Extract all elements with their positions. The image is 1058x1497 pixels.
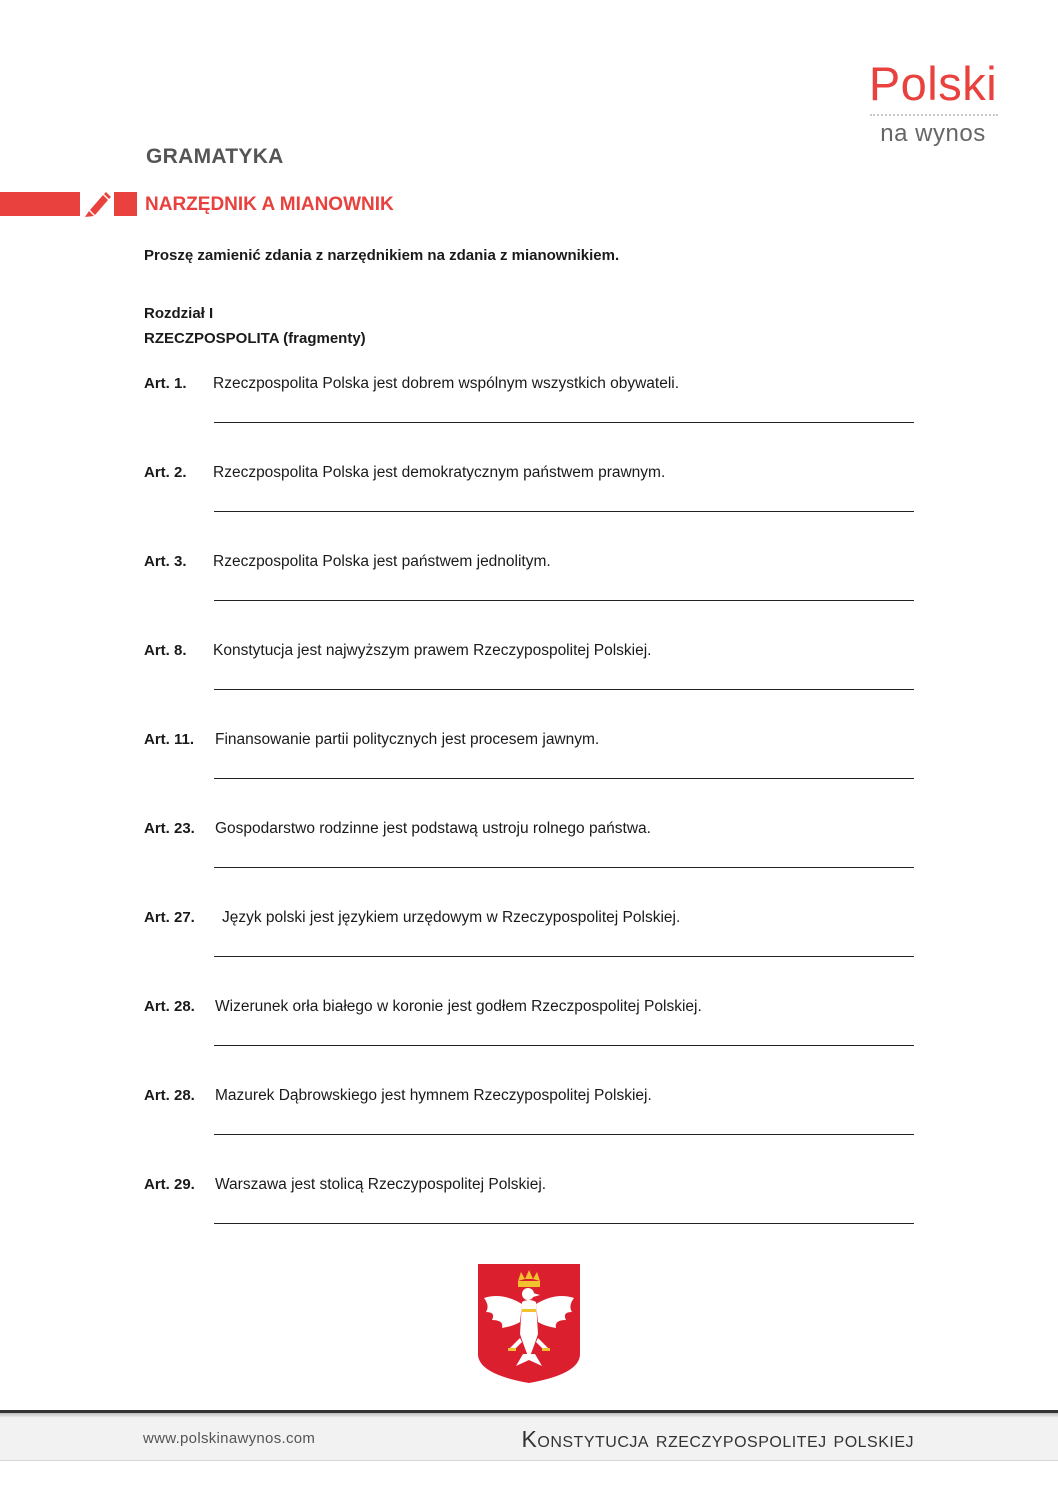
chapter-heading [144,301,366,351]
article-item [144,998,924,1087]
section-title: GRAMATYKA [146,145,284,168]
article-sentence: Wizerunek orła białego w koronie jest godłem Rzeczpospolitej Polskiej. [215,998,702,1015]
article-sentence: Rzeczpospolita Polska jest państwem jednolitym. [213,553,551,570]
article-item [144,375,924,464]
logo-title: Polski [868,57,998,110]
answer-line[interactable] [214,1045,914,1046]
logo-divider [870,114,998,116]
article-sentence: Rzeczpospolita Polska jest demokratycznym państwem prawnym. [213,464,666,481]
answer-line[interactable] [214,689,914,690]
chapter-label: Rozdział I [144,305,214,322]
answer-line[interactable] [214,778,914,779]
article-label: Art. 27. [144,909,195,926]
article-item [144,464,924,553]
footer-document-title: Konstytucja rzeczypospolitej polskiej [521,1426,914,1452]
article-item [144,1176,924,1265]
article-item [144,820,924,909]
answer-line[interactable] [214,422,914,423]
article-label: Art. 1. [144,375,187,392]
article-item [144,553,924,642]
article-sentence: Język polski jest językiem urzędowym w Rzeczypospolitej Polskiej. [222,909,681,926]
article-item [144,909,924,998]
article-item [144,1087,924,1176]
article-item [144,731,924,820]
article-label: Art. 11. [144,731,195,748]
answer-line[interactable] [214,1134,914,1135]
chapter-title: RZECZPOSPOLITA (fragmenty) [144,330,366,347]
article-sentence: Gospodarstwo rodzinne jest podstawą ustroju rolnego państwa. [215,820,651,837]
exercise-title: NARZĘDNIK A MIANOWNIK [145,194,394,215]
article-label: Art. 28. [144,998,195,1015]
accent-bar [0,192,80,216]
pencil-icon [82,190,112,218]
answer-line[interactable] [214,600,914,601]
article-sentence: Rzeczpospolita Polska jest dobrem wspólnym wszystkich obywateli. [213,375,680,392]
article-sentence: Warszawa jest stolicą Rzeczypospolitej Polskiej. [215,1176,547,1193]
accent-square [114,192,137,216]
answer-line[interactable] [214,956,914,957]
article-sentence: Konstytucja jest najwyższym prawem Rzeczypospolitej Polskiej. [213,642,652,659]
article-item [144,642,924,731]
article-label: Art. 2. [144,464,187,481]
article-label: Art. 3. [144,553,187,570]
footer-website-link[interactable]: www.polskinawynos.com [143,1430,316,1447]
article-label: Art. 28. [144,1087,195,1104]
answer-line[interactable] [214,1223,914,1224]
answer-line[interactable] [214,867,914,868]
article-sentence: Finansowanie partii politycznych jest procesem jawnym. [215,731,600,748]
exercise-instruction: Proszę zamienić zdania z narzędnikiem na zdania z mianownikiem. [144,247,620,264]
logo-subtitle: na wynos [880,120,986,147]
polish-eagle-emblem [476,1262,582,1384]
article-sentence: Mazurek Dąbrowskiego jest hymnem Rzeczypospolitej Polskiej. [215,1087,652,1104]
answer-line[interactable] [214,511,914,512]
article-label: Art. 23. [144,820,195,837]
article-label: Art. 29. [144,1176,195,1193]
article-label: Art. 8. [144,642,187,659]
brand-logo [868,58,998,148]
